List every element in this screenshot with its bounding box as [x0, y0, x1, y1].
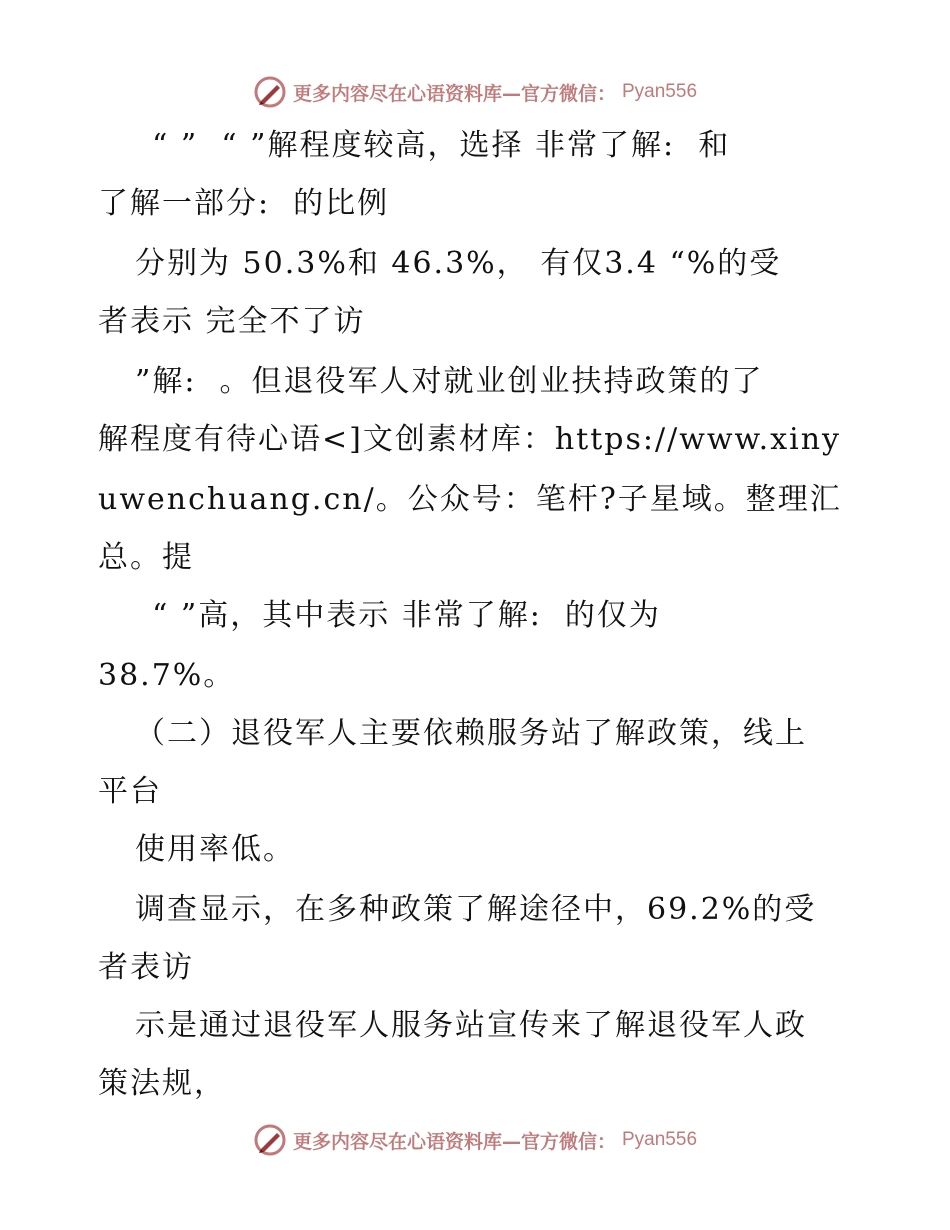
- footer-banner: [0, 1120, 950, 1160]
- text-line: uwenchuang.cn/。公众号：笔杆?子星域。整理汇: [98, 482, 842, 517]
- pen-logo-icon: [253, 1123, 287, 1157]
- text-line: 解程度有待心语<]文创素材库：https://www.xiny: [98, 422, 841, 457]
- header-banner-text: 更多内容尽在心语资料库—官方微信：: [292, 82, 616, 105]
- text-line: 使用率低。: [135, 832, 295, 867]
- text-line: 调查显示，在多种政策了解途径中，69.2%的受: [135, 892, 817, 927]
- text-line: 示是通过退役军人服务站宣传来了解退役军人政: [135, 1008, 807, 1043]
- header-banner-id: Pyan556: [622, 81, 698, 102]
- text-line: “ ” “ ”解程度较高，选择 非常了解: 和: [152, 128, 731, 163]
- text-line: 了解一部分: 的比例: [98, 186, 390, 221]
- pen-logo-icon: [253, 75, 287, 109]
- text-line: ”解: 。但退役军人对就业创业扶持政策的了: [135, 364, 764, 399]
- header-banner: [0, 72, 950, 112]
- text-line: 平台: [98, 774, 162, 809]
- footer-banner-text: 更多内容尽在心语资料库—官方微信：: [292, 1130, 616, 1153]
- footer-banner-id: Pyan556: [622, 1129, 698, 1150]
- text-line: 分别为 50.3%和 46.3%， 有仅3.4 “%的受: [135, 246, 782, 281]
- text-line: 策法规，: [98, 1066, 226, 1101]
- text-line: 总。提: [98, 540, 194, 575]
- text-line: 者表访: [98, 950, 194, 985]
- text-line: （二）退役军人主要依赖服务站了解政策，线上: [135, 716, 807, 751]
- text-line: 者表示 完全不了访: [98, 304, 366, 339]
- text-line: 38.7%。: [98, 658, 236, 693]
- text-line: “ ”高，其中表示 非常了解: 的仅为: [152, 598, 661, 633]
